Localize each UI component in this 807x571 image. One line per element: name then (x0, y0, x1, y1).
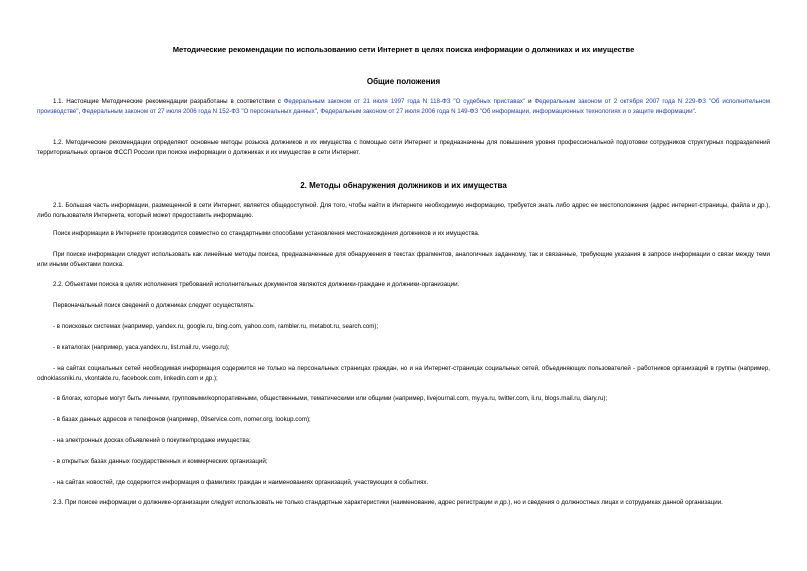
paragraph-primary-search: Первоначальный поиск сведений о должниках следует осуществлять: (53, 302, 255, 309)
paragraph-1-1-intro: 1.1. Настоящие Методические рекомендации разработаны в соответствии с (53, 98, 284, 105)
paragraph-1-1-sep3: , (316, 107, 321, 115)
section-heading-methods: 2. Методы обнаружения должников и их имущества (300, 181, 507, 190)
paragraph-1-1-sep1: и (525, 98, 535, 105)
paragraph-1-2: 1.2. Методические рекомендации определяют основные методы розыска должников и их имущества с помощью сети Интернет и предназначены для повышения уровня профессиональной подготовки сотрудников структурных подразделений территориальных органов ФССП России при поиске информации о должниках и их имуществе в сети Интернет. (37, 139, 770, 156)
paragraph-1-1 (37, 97, 770, 116)
paragraph-1-1-end: . (694, 107, 697, 115)
list-item: - на электронных досках объявлений о покупке/продаже имущества; (53, 437, 251, 444)
document-title: Методические рекомендации по использованию сети Интернет в целях поиска информации о должниках и их имуществе (172, 45, 635, 54)
law-link-149fz[interactable]: Федеральным законом от 27 июля 2006 года N 149-ФЗ "Об информации, информационных технологиях и о защите информации" (320, 107, 695, 115)
list-item: - в поисковых системах (например, yandex.ru, google.ru, bing.com, yahoo.com, rambler.ru, metabot.ru, search.com); (53, 323, 379, 330)
law-link-152fz[interactable]: Федеральным законом от 27 июля 2006 года N 152-ФЗ "О персональных данных" (81, 107, 317, 115)
paragraph-methods: При поиске информации следует использовать как линейные методы поиска, предназначенные для обнаружения в текстах фрагментов, аналогичных заданному, так и связанные, требующие указания в запросе информации о связи между теми или иными объектами поиска. (37, 251, 770, 268)
list-item: - на сайтах новостей, где содержится информация о фамилиях граждан и наименованиях организаций, участвующих в событиях. (53, 479, 429, 486)
section-heading-general: Общие положения (366, 77, 441, 86)
list-item: - в базах данных адресов и телефонов (например, 09service.com, nomer.org, lookup.com); (53, 416, 311, 423)
paragraph-search: Поиск информации в Интернете производится совместно со стандартными способами установления местонахождения должников и их имущества. (53, 230, 480, 237)
list-item: - на сайтах социальных сетей необходимая информация содержится не только на персональных страницах граждан, но и на Интернет-страницах социальных сетей, объединяющих пользователей - работников организаций в группы (например, odnoklassniki.ru, vkontakte.ru, facebook.com, linkedin.com и др.); (37, 365, 770, 382)
list-item: - в открытых базах данных государственных и коммерческих организаций; (53, 458, 268, 465)
paragraph-1-1-sep2: , (78, 107, 82, 115)
list-item: - в блогах, которые могут быть личными, групповыми/корпоративными, общественными, тематическими или общими (например, livejournal.com, my.ya.ru, twitter.com, li.ru, blogs.mail.ru, diary.ru); (53, 395, 608, 402)
paragraph-2-3: 2.3. При поиске информации о должнике-организации следует использовать не только стандартные характеристики (наименование, адрес регистрации и др.), но и сведения о должностных лицах и сотрудниках данной организации. (53, 499, 723, 506)
list-item: - в каталогах (например, yaca.yandex.ru, list.mail.ru, vsego.ru); (53, 344, 230, 351)
paragraph-2-2: 2.2. Объектами поиска в целях исполнения требований исполнительных документов являются должники-граждане и должники-организации. (53, 281, 460, 288)
paragraph-2-1: 2.1. Большая часть информации, размещенной в сети Интернет, является общедоступной. Для того, чтобы найти в Интернете необходимую информацию, требуется знать либо адрес ее местоположения (адрес интернет-страницы, файла и др.), либо пользователя Интернета, который может предоставить информацию. (37, 202, 770, 219)
law-link-229fz[interactable]: Федеральным законом от 2 октября 2007 года N 229-ФЗ "Об исполнительном производстве" (37, 98, 771, 115)
law-link-118fz[interactable]: Федеральным законом от 21 июля 1997 года N 118-ФЗ "О судебных приставах" (283, 98, 526, 105)
